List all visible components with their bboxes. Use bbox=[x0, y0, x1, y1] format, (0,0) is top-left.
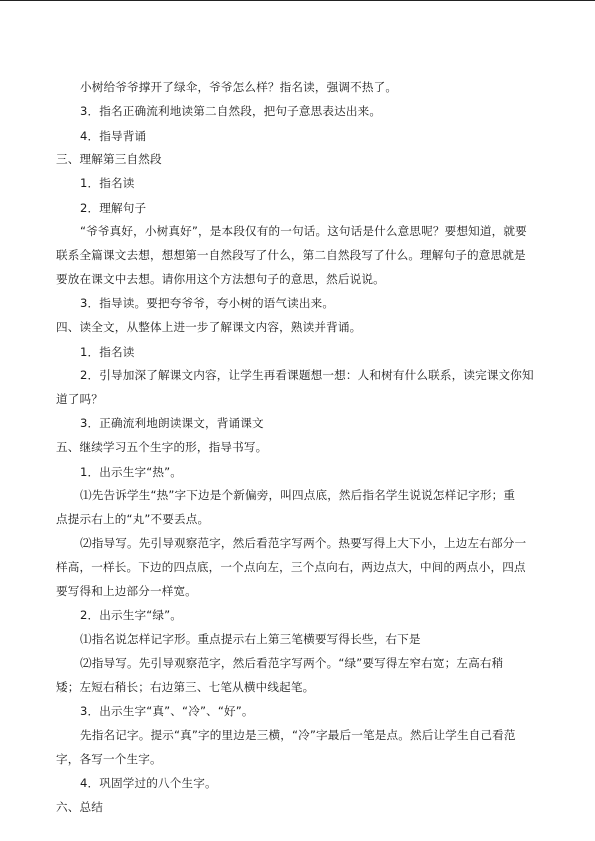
text-line: 要放在课文中去想。请你用这个方法想句子的意思，然后说说。 bbox=[56, 272, 385, 286]
text-line: 2．引导加深了解课文内容，让学生再看课题想一想：人和树有什么联系，读完课文你知 bbox=[80, 368, 534, 382]
text-line: 先指名记字。提示“真”字的里边是三横，“冷”字最后一笔是点。然后让学生自己看范 bbox=[80, 728, 516, 742]
text-line: 3．正确流利地朗读课文，背诵课文 bbox=[80, 416, 264, 430]
text-line: 联系全篇课文去想，想想第一自然段写了什么，第二自然段写了什么。理解句子的意思就是 bbox=[56, 248, 526, 262]
text-line: 点提示右上的“丸”不要丢点。 bbox=[56, 512, 210, 526]
section-heading: 四、读全文，从整体上进一步了解课文内容，熟读并背诵。 bbox=[56, 320, 362, 334]
text-line: 1．出示生字“热”。 bbox=[80, 465, 183, 479]
section-heading: 六、总结 bbox=[56, 800, 103, 814]
text-line: 矮；左短右稍长；右边第三、七笔从横中线起笔。 bbox=[56, 680, 315, 694]
text-line: 2．出示生字“绿”。 bbox=[80, 608, 183, 622]
text-line: ⑵指导写。先引导观察范字，然后看范字写两个。“绿”要写得左窄右宽；左高右稍 bbox=[80, 656, 504, 670]
text-line: 4．巩固学过的八个生字。 bbox=[80, 776, 217, 790]
section-heading: 三、理解第三自然段 bbox=[56, 152, 162, 166]
text-line: 3．指导读。要把夸爷爷，夸小树的语气读出来。 bbox=[80, 296, 335, 310]
text-line: 2．理解句子 bbox=[80, 201, 147, 215]
text-line: 字，各写一个生字。 bbox=[56, 752, 162, 766]
text-line: 4．指导背诵 bbox=[80, 129, 147, 143]
text-line: 1．指名读 bbox=[80, 176, 135, 190]
text-line: 3．指名正确流利地读第二自然段，把句子意思表达出来。 bbox=[80, 104, 382, 118]
section-heading: 五、继续学习五个生字的形，指导书写。 bbox=[56, 440, 268, 454]
text-line: 1．指名读 bbox=[80, 345, 135, 359]
text-line: 道了吗？ bbox=[56, 392, 103, 406]
text-line: ⑴先告诉学生“热”字下边是个新偏旁，叫四点底，然后指名学生说说怎样记字形；重 bbox=[80, 488, 516, 502]
text-line: ⑵指导写。先引导观察范字，然后看范字写两个。热要写得上大下小，上边左右部分一 bbox=[80, 536, 527, 550]
text-line: 3．出示生字“真”、“冷”、“好”。 bbox=[80, 704, 254, 718]
text-line: “爷爷真好，小树真好”，是本段仅有的一句话。这句话是什么意思呢？要想知道，就要 bbox=[80, 224, 527, 238]
text-line: 要写得和上边部分一样宽。 bbox=[56, 584, 197, 598]
text-line: 样高，一样长。下边的四点底，一个点向左，三个点向右，两边点大，中间的两点小，四点 bbox=[56, 560, 526, 574]
page-top-border bbox=[0, 0, 595, 1]
text-line: ⑴指名说怎样记字形。重点提示右上第三笔横要写得长些，右下是 bbox=[80, 632, 421, 646]
text-line: 小树给爷爷撑开了绿伞，爷爷怎么样？指名读，强调不热了。 bbox=[80, 80, 398, 94]
